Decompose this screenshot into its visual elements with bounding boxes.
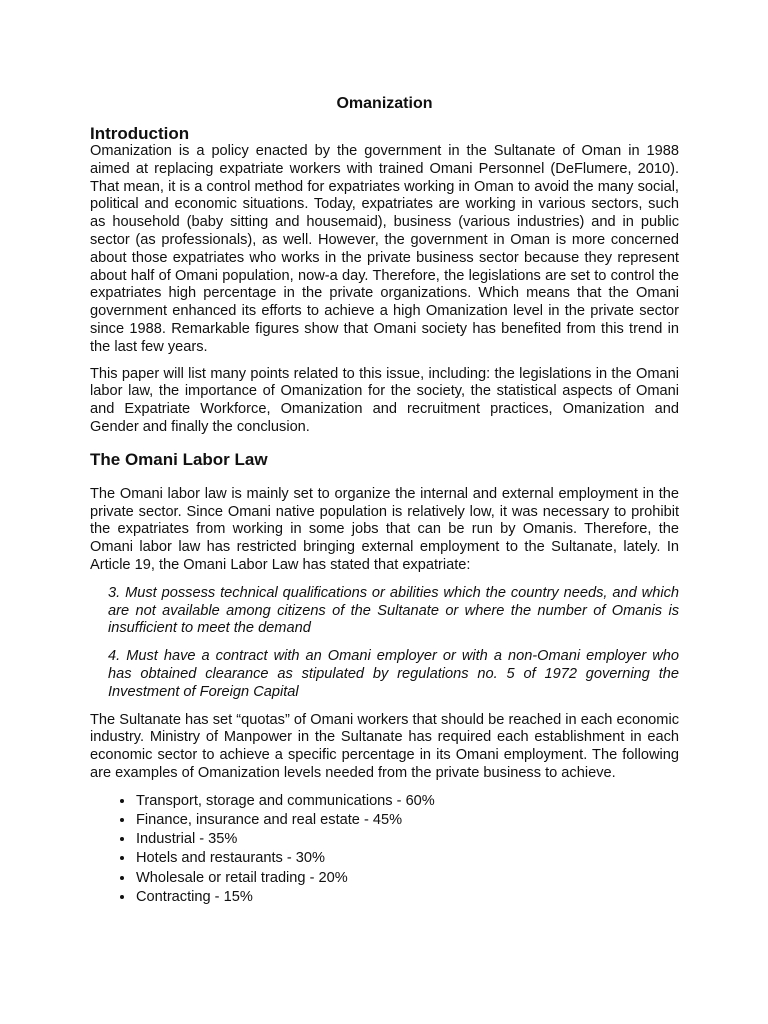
list-item: • Hotels and restaurants - 30% bbox=[135, 849, 679, 868]
list-item: • Transport, storage and communications - 60% bbox=[135, 792, 679, 811]
list-item: • Contracting - 15% bbox=[135, 888, 679, 907]
article-quote-3: 3. Must possess technical qualifications or abilities which the country needs, and which are not available among citizens of the Sultanate or where the number of Omanis is insufficient to meet the demand bbox=[108, 584, 679, 637]
labor-law-paragraph-1: The Omani labor law is mainly set to organize the internal and external employment in the private sector. Since Omani native population is relatively low, it was necessary to prohibit the expatriates from working in some jobs that can be run by Omanis. Therefore, the Omani labor law has restricted bringing external employment to the Sultanate, lately. In Article 19, the Omani Labor Law has stated that expatriate: bbox=[90, 485, 679, 573]
list-item: • Wholesale or retail trading - 20% bbox=[135, 869, 679, 888]
quota-list bbox=[90, 792, 679, 907]
list-item: • Finance, insurance and real estate - 45% bbox=[135, 811, 679, 830]
article-quote-4: 4. Must have a contract with an Omani employer or with a non-Omani employer who has obtained clearance as stipulated by regulations no. 5 of 1972 governing the Investment of Foreign Capital bbox=[108, 648, 679, 700]
labor-law-heading: The Omani Labor Law bbox=[90, 449, 268, 469]
labor-law-paragraph-2: The Sultanate has set “quotas” of Omani workers that should be reached in each economic industry. Ministry of Manpower in the Sultanate has required each establishment in each economic sector to achieve a specific percentage in its Omani employment. The following are examples of Omanization levels needed from the private business to achieve. bbox=[90, 711, 679, 781]
introduction-paragraph-1: Omanization is a policy enacted by the government in the Sultanate of Oman in 1988 aimed at replacing expatriate workers with trained Omani Personnel (DeFlumere, 2010). That mean, it is a control method for expatriates working in Oman to avoid the many social, political and economic situations. Today, expatriates are working in various sectors, such as household (baby sitting and housemaid), business (various industries) and in public sector (as professionals), as well. However, the government in Oman is more concerned about those expatriates who works in the private business sector because they represent about half of Omani population, now-a day. Therefore, the legislations are set to control the expatriates high percentage in the private organizations. Which means that the Omani government enhanced its efforts to achieve a high Omanization level in the private sector since 1988. Remarkable figures show that Omani society has benefited from this trend in the last few years. bbox=[90, 143, 679, 355]
list-item: • Industrial - 35% bbox=[135, 830, 679, 849]
introduction-heading: Introduction bbox=[90, 124, 190, 143]
introduction-paragraph-2: This paper will list many points related to this issue, including: the legislations in the Omani labor law, the importance of Omanization for the society, the statistical aspects of Omani and Expatriate Workforce, Omanization and recruitment practices, Omanization and Gender and finally the conclusion. bbox=[90, 365, 679, 435]
document-title: Omanization bbox=[336, 95, 433, 112]
